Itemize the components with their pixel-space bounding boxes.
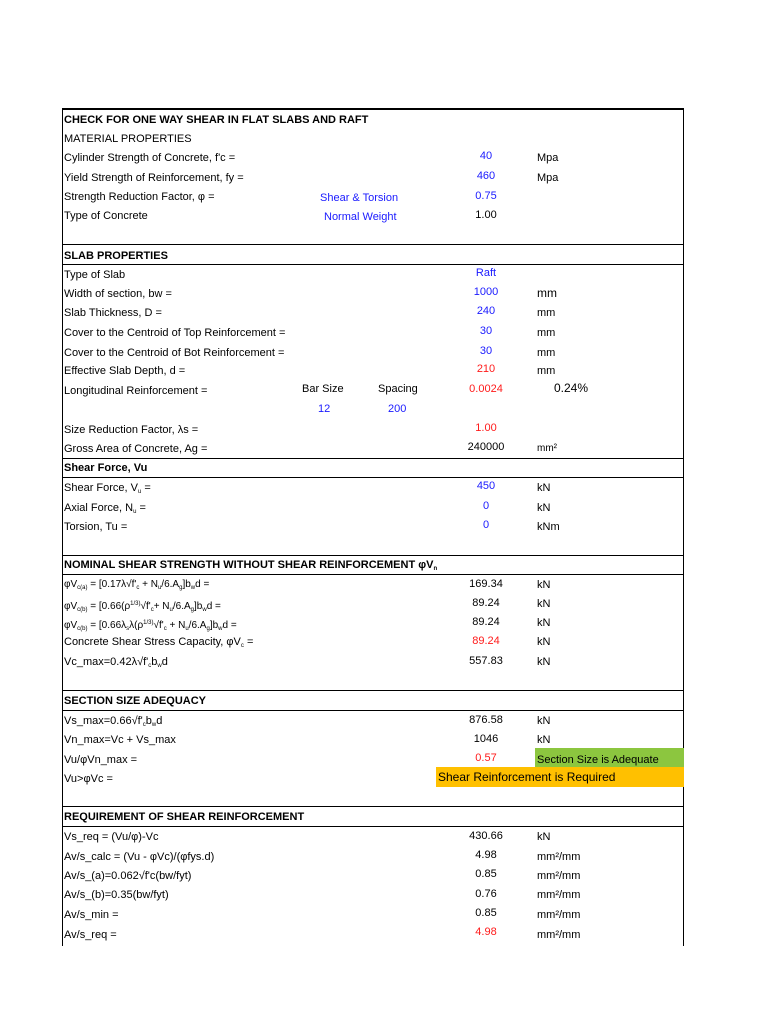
avs-calc-value: 4.98 <box>475 849 497 861</box>
slab-type-value[interactable]: Raft <box>475 267 497 279</box>
thickness-value[interactable]: 240 <box>476 305 496 317</box>
nu-unit: kN <box>537 502 551 514</box>
gross-area-value: 240000 <box>467 441 505 453</box>
top-cover-unit: mm <box>537 327 556 339</box>
vcmax-value: 557.83 <box>469 655 503 667</box>
fy-unit: Mpa <box>537 172 559 184</box>
section-divider <box>62 710 684 711</box>
effective-depth-label: Effective Slab Depth, d = <box>64 365 186 377</box>
top-cover-value[interactable]: 30 <box>479 325 493 337</box>
section-divider <box>62 826 684 827</box>
avs-b-unit: mm²/mm <box>537 889 581 901</box>
vcb-formula: $\varphi V_{c(b)} = [0.66(\rho^{1/3)}√f'_c+ N_u/6.A_g]b_wd$ = <box>64 601 221 613</box>
phi-type[interactable]: Shear & Torsion <box>320 192 399 204</box>
top-cover-label: Cover to the Centroid of Top Reinforcement = <box>64 327 286 339</box>
fy-value[interactable]: 460 <box>476 170 496 182</box>
phi-label: Strength Reduction Factor, φ = <box>64 191 215 203</box>
bw-label: Width of section, bw = <box>64 288 172 300</box>
bot-cover-value[interactable]: 30 <box>479 345 493 357</box>
vcmax-unit: kN <box>537 656 551 668</box>
fc-label: Cylinder Strength of Concrete, f'c = <box>64 152 236 164</box>
section-divider <box>62 555 684 556</box>
shear-status: Shear Reinforcement is Required <box>438 770 616 784</box>
section-divider <box>62 477 684 478</box>
capacity-unit: kN <box>537 636 551 648</box>
concrete-type-select[interactable]: Normal Weight <box>324 211 397 223</box>
avs-req-unit: mm²/mm <box>537 929 581 941</box>
requirement-heading: REQUIREMENT OF SHEAR REINFORCEMENT <box>64 811 305 823</box>
bot-cover-label: Cover to the Centroid of Bot Reinforcement = <box>64 347 285 359</box>
vsreq-unit: kN <box>537 831 551 843</box>
avs-a-unit: mm²/mm <box>537 870 581 882</box>
avs-min-label: Av/s_min = <box>64 909 119 921</box>
size-reduction-value: 1.00 <box>475 422 497 434</box>
avs-a-value: 0.85 <box>475 868 497 880</box>
tu-label: Torsion, Tu = <box>64 521 128 533</box>
avs-b-value: 0.76 <box>475 888 497 900</box>
bot-cover-unit: mm <box>537 347 556 359</box>
nu-value[interactable]: 0 <box>482 500 490 512</box>
fc-unit: Mpa <box>537 152 559 164</box>
effective-depth-unit: mm <box>537 365 556 377</box>
vnmax-unit: kN <box>537 734 551 746</box>
tu-unit: kNm <box>537 521 560 533</box>
avs-req-label: Av/s_req = <box>64 929 117 941</box>
vca-value: 169.34 <box>469 578 503 590</box>
nominal-heading: NOMINAL SHEAR STRENGTH WITHOUT SHEAR REINFORCEMENT $\varphi V_n$ <box>64 559 438 572</box>
vcmax-label: $Vc\_\max=0.42\lambda√f'_cb_wd$ <box>64 656 168 669</box>
slab-type-label: Type of Slab <box>64 269 126 281</box>
longitudinal-ratio: 0.0024 <box>469 383 503 395</box>
vsmax-value: 876.58 <box>469 714 503 726</box>
gross-area-unit: mm² <box>537 443 557 454</box>
avs-a-label: Av/s_(a)=0.062√f'c(bw/fyt) <box>64 870 192 882</box>
vsreq-label: Vs_req = (Vu/φ)-Vc <box>64 831 159 843</box>
avs-min-unit: mm²/mm <box>537 909 581 921</box>
vu-label: Shear Force, $V_u$ = <box>64 482 151 495</box>
vca-unit: kN <box>537 579 551 591</box>
avs-req-value: 4.98 <box>475 926 497 938</box>
bar-size-value[interactable]: 12 <box>318 403 331 415</box>
concrete-type-value: 1.00 <box>475 209 497 221</box>
longitudinal-percent: 0.24% <box>554 381 589 395</box>
spacing-value[interactable]: 200 <box>388 403 407 415</box>
thickness-unit: mm <box>537 307 556 319</box>
slab-heading: SLAB PROPERTIES <box>64 250 168 262</box>
section-divider <box>62 244 684 245</box>
fy-label: Yield Strength of Reinforcement, fy = <box>64 172 244 184</box>
capacity-value: 89.24 <box>472 635 500 647</box>
spacing-label: Spacing <box>378 383 418 395</box>
avs-calc-unit: mm²/mm <box>537 851 581 863</box>
vu-unit: kN <box>537 482 551 494</box>
capacity-label: Concrete Shear Stress Capacity, $\varphi V_c$ = <box>64 636 254 649</box>
fc-value[interactable]: 40 <box>479 150 493 162</box>
vcc-unit: kN <box>537 617 551 629</box>
gross-area-label: Gross Area of Concrete, Ag = <box>64 443 208 455</box>
bar-size-label: Bar Size <box>302 383 344 395</box>
avs-calc-label: Av/s_calc = (Vu - φVc)/(φfys.d) <box>64 851 215 863</box>
vnmax-label: Vn_max=Vc + Vs_max <box>64 734 176 746</box>
vcb-value: 89.24 <box>472 597 500 609</box>
vcc-value: 89.24 <box>472 616 500 628</box>
shear-force-heading: Shear Force, Vu <box>64 462 148 474</box>
adequacy-heading: SECTION SIZE ADEQUACY <box>64 695 206 707</box>
vsmax-unit: kN <box>537 715 551 727</box>
vcb-unit: kN <box>537 598 551 610</box>
concrete-type-label: Type of Concrete <box>64 210 148 222</box>
phi-value: 0.75 <box>475 190 497 202</box>
effective-depth-value: 210 <box>476 363 496 375</box>
section-divider <box>62 690 684 691</box>
bw-value[interactable]: 1000 <box>473 286 499 298</box>
check-label: Vu>φVc = <box>64 773 113 785</box>
vsmax-label: $Vs\_\max=0.66√f'_cb_wd$ <box>64 715 163 728</box>
section-status: Section Size is Adequate <box>537 754 659 766</box>
size-reduction-label: Size Reduction Factor, λs = <box>64 424 199 436</box>
ratio-label: Vu/φVn_max = <box>64 754 138 766</box>
section-divider <box>62 264 684 265</box>
vca-formula: $\varphi V_{c(a)} = [0.17\lambda√f'_c + N_u/6.A_g]b_wd$ = <box>64 579 210 591</box>
nu-label: Axial Force, $N_u$ = <box>64 502 146 515</box>
bw-unit: mm <box>537 286 557 300</box>
vnmax-value: 1046 <box>473 733 499 745</box>
avs-b-label: Av/s_(b)=0.35(bw/fyt) <box>64 889 169 901</box>
material-heading: MATERIAL PROPERTIES <box>64 133 192 145</box>
vsreq-value: 430.66 <box>469 830 503 842</box>
vcc-formula: $\varphi V_{c(b)} = [0.66\lambda_s\lambda(\rho^{1/3)}√f'_c + N_u/6.A_g]b_wd$ = <box>64 620 237 632</box>
section-divider <box>62 458 684 459</box>
thickness-label: Slab Thickness, D = <box>64 307 162 319</box>
section-divider <box>62 806 684 807</box>
page-title: CHECK FOR ONE WAY SHEAR IN FLAT SLABS AND RAFT <box>64 114 369 126</box>
tu-value[interactable]: 0 <box>482 519 490 531</box>
vu-value[interactable]: 450 <box>476 480 496 492</box>
ratio-value: 0.57 <box>475 752 497 764</box>
avs-min-value: 0.85 <box>475 907 497 919</box>
longitudinal-label: Longitudinal Reinforcement = <box>64 385 208 397</box>
